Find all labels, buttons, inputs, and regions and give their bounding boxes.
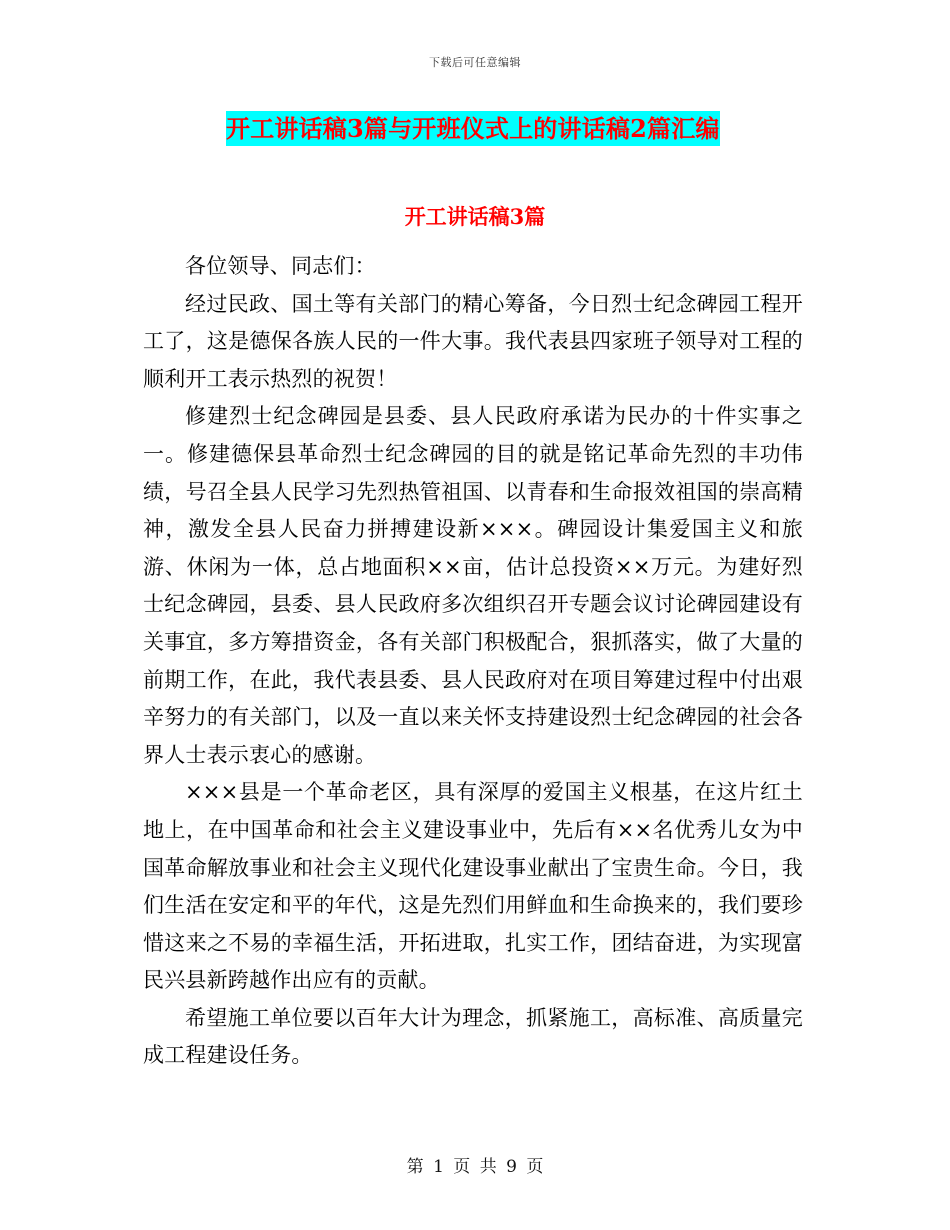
header-note: 下载后可任意编辑 [429, 56, 521, 69]
body-paragraph: 希望施工单位要以百年大计为理念，抓紧施工，高标准、高质量完成工程建设任务。 [143, 1005, 803, 1068]
body-paragraph: ×××县是一个革命老区，具有深厚的爱国主义根基，在这片红土地上，在中国革命和社会主义建设事业中，先后有××名优秀儿女为中国革命解放事业和社会主义现代化建设事业献出了宝贵生命。今日，我们生活在安定和平的年代，这是先烈们用鲜血和生命换来的，我们要珍惜这来之不易的幸福生活，开拓进取，扎实工作，团结奋进，为实现富民兴县新跨越作出应有的贡献。 [143, 780, 803, 993]
main-title: 开工讲话稿3篇与开班仪式上的讲话稿2篇汇编 [226, 111, 720, 146]
document-body [143, 218, 803, 1075]
main-title-container [226, 111, 774, 146]
body-paragraph: 经过民政、国土等有关部门的精心筹备，今日烈士纪念碑园工程开工了，这是德保各族人民的一件大事。我代表县四家班子领导对工程的顺利开工表示热烈的祝贺！ [143, 291, 803, 391]
body-paragraph: 修建烈士纪念碑园是县委、县人民政府承诺为民办的十件实事之一。修建德保县革命烈士纪念碑园的目的就是铭记革命先烈的丰功伟绩，号召全县人民学习先烈热管祖国、以青春和生命报效祖国的崇高精神，激发全县人民奋力拼搏建设新×××。碑园设计集爱国主义和旅游、休闲为一体，总占地面积××亩，估计总投资××万元。为建好烈士纪念碑园，县委、县人民政府多次组织召开专题会议讨论碑园建设有关事宜，多方筹措资金，各有关部门积极配合，狠抓落实，做了大量的前期工作，在此，我代表县委、县人民政府对在项目筹建过程中付出艰辛努力的有关部门，以及一直以来关怀支持建设烈士纪念碑园的社会各界人士表示衷心的感谢。 [143, 404, 803, 767]
salutation: 各位领导、同志们： [185, 254, 376, 278]
section-title: 开工讲话稿3篇 [404, 204, 546, 229]
page-number: 第 1 页 共 9 页 [406, 1157, 544, 1177]
